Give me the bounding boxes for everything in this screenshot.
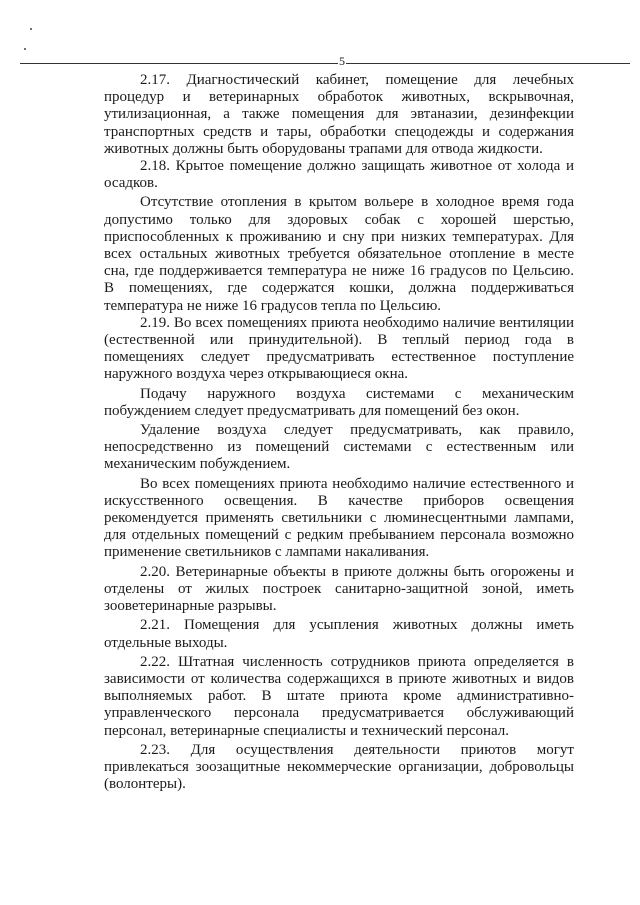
scan-speck xyxy=(24,48,26,50)
paragraph-2-19: 2.19. Во всех помещениях приюта необходимо наличие вентиляции (естественной или принудительной). В теплый период года в помещениях следует предусматривать естественное поступление наружного воздуха через открывающиеся окна. xyxy=(104,314,574,383)
paragraph-2-21: 2.21. Помещения для усыпления животных должны иметь отдельные выходы. xyxy=(104,617,574,651)
paragraph-2-20: 2.20. Ветеринарные объекты в приюте должны быть огорожены и отделены от жилых построек санитарно-защитной зоной, иметь зооветеринарные разрывы. xyxy=(104,563,574,615)
paragraph-2-22: 2.22. Штатная численность сотрудников приюта определяется в зависимости от количества содержащихся в приюте животных и видов выполняемых работ. В штате приюта кроме административно-управленческого персонала предусматривается обслуживающий персонал, ветеринарные специалисты и технический персонал. xyxy=(104,653,574,739)
header-rule xyxy=(20,63,630,64)
paragraph-2-18: 2.18. Крытое помещение должно защищать животное от холода и осадков. xyxy=(104,158,574,192)
paragraph-lighting: Во всех помещениях приюта необходимо наличие естественного и искусственного освещения. В качестве приборов освещения рекомендуется применять светильники с люминесцентными лампами, для отдельных помещений с редким пребыванием персонала возможно применение светильников с лампами накаливания. xyxy=(104,475,574,561)
paragraph-air-removal: Удаление воздуха следует предусматривать, как правило, непосредственно из помещений системами с естественным или механическим побуждением. xyxy=(104,422,574,473)
paragraph-air-supply: Подачу наружного воздуха системами с механическим побуждением следует предусматривать для помещений без окон. xyxy=(104,385,574,419)
document-body xyxy=(104,72,574,793)
page-number: 5 xyxy=(339,54,345,68)
scan-speck xyxy=(30,28,32,30)
paragraph-heating: Отсутствие отопления в крытом вольере в холодное время года допустимо только для здоровых собак с хорошей шерстью, приспособленных к проживанию и сну при низких температурах. Для всех остальных животных требуется обязательное отопление в месте сна, где поддерживается температура не ниже 16 градусов по Цельсию. В помещениях, где содержатся кошки, должна поддерживаться температура не ниже 16 градусов тепла по Цельсию. xyxy=(104,194,574,314)
paragraph-2-23: 2.23. Для осуществления деятельности приютов могут привлекаться зоозащитные некоммерческие организации, добровольцы (волонтеры). xyxy=(104,741,574,793)
paragraph-2-17: 2.17. Диагностический кабинет, помещение для лечебных процедур и ветеринарных обработок животных, вскрывочная, утилизационная, а также помещения для эвтаназии, дезинфекции транспортных средств и тары, обработки спецодежды и содержания животных должны быть оборудованы трапами для отвода жидкости. xyxy=(104,72,574,157)
